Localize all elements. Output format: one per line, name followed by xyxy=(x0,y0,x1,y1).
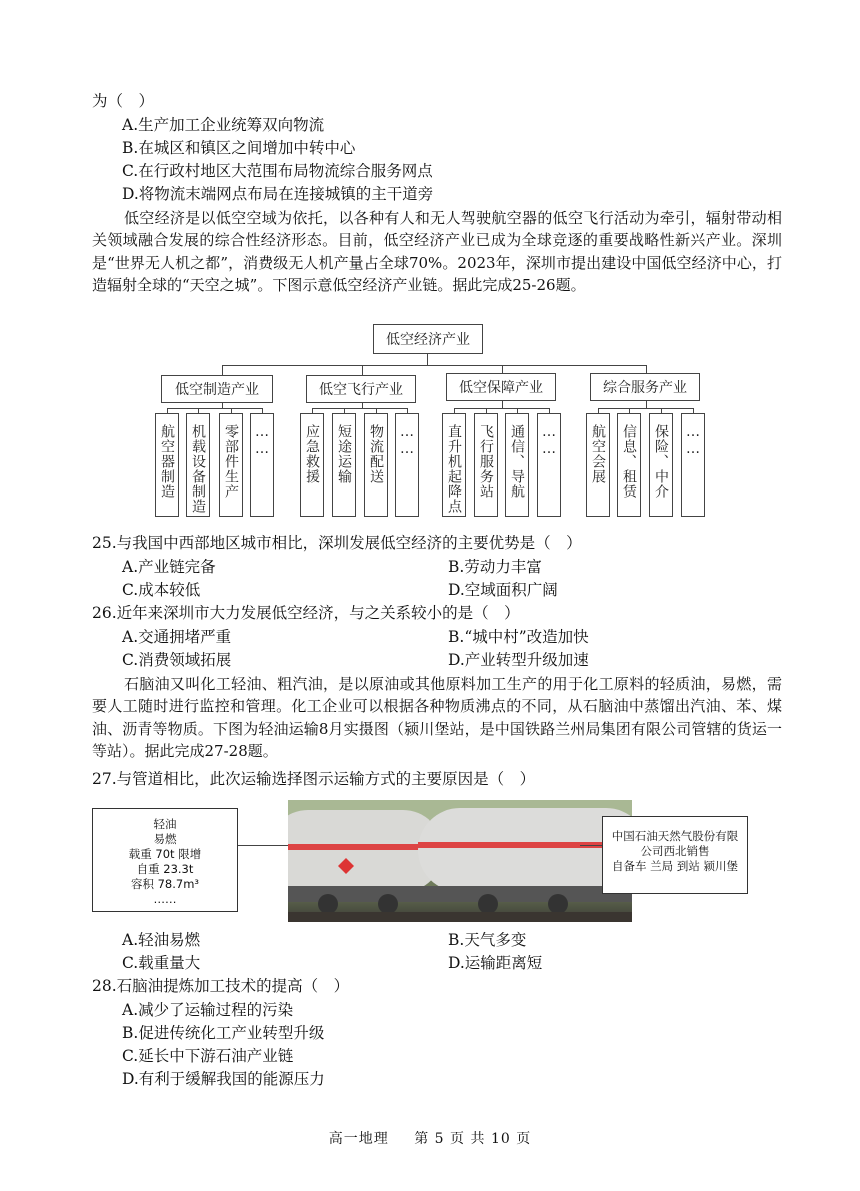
item-more-3: …… xyxy=(537,413,561,517)
item-parts-production: 零部件生产 xyxy=(219,413,243,517)
passage-low-altitude: 低空经济是以低空空域为依托，以各种有人和无人驾驶航空器的低空飞行活动为牵引，辐射带动相关领域融合发展的综合性经济形态。目前，低空经济产业已成为全球竞逐的重要战略性新兴产业。深圳是“世界无人机之都”，消费级无人机产量占全球70%。2023年，深圳市提出建设中国低空经济中心，打造辐射全球的“天空之城”。下图示意低空经济产业链。据此完成25-26题。 xyxy=(92,209,782,295)
item-aircraft-manufacturing: 航空器制造 xyxy=(155,413,179,517)
item-short-transport: 短途运输 xyxy=(332,413,356,517)
q26-option-c: C.消费领域拓展 xyxy=(122,651,232,669)
item-aviation-exhibition: 航空会展 xyxy=(586,413,610,517)
q25-option-a: A.产业链完备 xyxy=(122,558,216,576)
q26-option-b: B.“城中村”改造加快 xyxy=(448,628,589,646)
q25-option-c: C.成本较低 xyxy=(122,581,201,599)
item-flight-service-station: 飞行服务站 xyxy=(474,413,498,517)
q28-stem: 28.石脑油提炼加工技术的提高（ ） xyxy=(92,977,350,995)
item-communication-navigation: 通信、导航 xyxy=(505,413,529,517)
item-info-leasing: 信息、租赁 xyxy=(617,413,641,517)
q26-option-a: A.交通拥堵严重 xyxy=(122,628,232,646)
q27-option-d: D.运输距离短 xyxy=(448,954,543,972)
group-flight: 低空飞行产业 xyxy=(306,375,416,403)
q25-option-b: B.劳动力丰富 xyxy=(448,558,542,576)
item-heliport: 直升机起降点 xyxy=(442,413,466,517)
q24-option-c: C.在行政村地区大范围布局物流综合服务网点 xyxy=(122,162,433,180)
item-airborne-equipment: 机载设备制造 xyxy=(186,413,210,517)
q24-option-a: A.生产加工企业统筹双向物流 xyxy=(122,116,325,134)
item-more-2: …… xyxy=(395,413,419,517)
item-emergency-rescue: 应急救援 xyxy=(300,413,324,517)
tanker-photo xyxy=(90,800,739,922)
group-support: 低空保障产业 xyxy=(446,373,556,401)
footer-page-number: 第 5 页 共 10 页 xyxy=(414,1131,532,1147)
q27-option-c: C.载重量大 xyxy=(122,954,201,972)
q28-option-d: D.有利于缓解我国的能源压力 xyxy=(122,1070,325,1088)
q25-option-d: D.空域面积广阔 xyxy=(448,581,558,599)
left-tank-label: 轻油 易燃 载重 70t 限增 自重 23.3t 容积 78.7m³ …… xyxy=(92,808,238,912)
q26-option-d: D.产业转型升级加速 xyxy=(448,651,589,669)
q24-option-b: B.在城区和镇区之间增加中转中心 xyxy=(122,139,356,157)
diagram-root: 低空经济产业 xyxy=(373,324,483,354)
right-tank-label: 中国石油天然气股份有限 公司西北销售 自备车 兰局 到站 颍川堡 xyxy=(602,816,748,894)
q28-option-a: A.减少了运输过程的污染 xyxy=(122,1001,294,1019)
group-services: 综合服务产业 xyxy=(590,373,700,401)
q27-option-b: B.天气多变 xyxy=(448,931,527,949)
footer-subject: 高一地理 xyxy=(328,1131,389,1147)
q28-option-c: C.延长中下游石油产业链 xyxy=(122,1047,294,1065)
q24-option-d: D.将物流末端网点布局在连接城镇的主干道旁 xyxy=(122,185,434,203)
item-insurance-agency: 保险、中介 xyxy=(649,413,673,517)
item-more-4: …… xyxy=(681,413,705,517)
group-manufacturing: 低空制造产业 xyxy=(161,375,273,403)
q28-option-b: B.促进传统化工产业转型升级 xyxy=(122,1024,325,1042)
q27-option-a: A.轻油易燃 xyxy=(122,931,201,949)
q24-stem-tail: 为（ ） xyxy=(92,92,155,110)
item-more-1: …… xyxy=(250,413,274,517)
item-logistics-delivery: 物流配送 xyxy=(364,413,388,517)
page-footer xyxy=(0,1128,860,1148)
q26-stem: 26.近年来深圳市大力发展低空经济，与之关系较小的是（ ） xyxy=(92,604,520,622)
q25-stem: 25.与我国中西部地区城市相比，深圳发展低空经济的主要优势是（ ） xyxy=(92,534,582,552)
passage-naphtha: 石脑油又叫化工轻油、粗汽油，是以原油或其他原料加工生产的用于化工原料的轻质油，易燃，需要人工随时进行监控和管理。化工企业可以根据各种物质沸点的不同，从石脑油中蒸馏出汽油、苯、煤油、沥青等物质。下图为轻油运输8月实摄图（颍川堡站，是中国铁路兰州局集团有限公司管辖的货运一等站）。据此完成27-28题。 xyxy=(92,675,782,761)
tank-car-image xyxy=(288,800,632,922)
q27-stem: 27.与管道相比，此次运输选择图示运输方式的主要原因是（ ） xyxy=(92,770,536,788)
